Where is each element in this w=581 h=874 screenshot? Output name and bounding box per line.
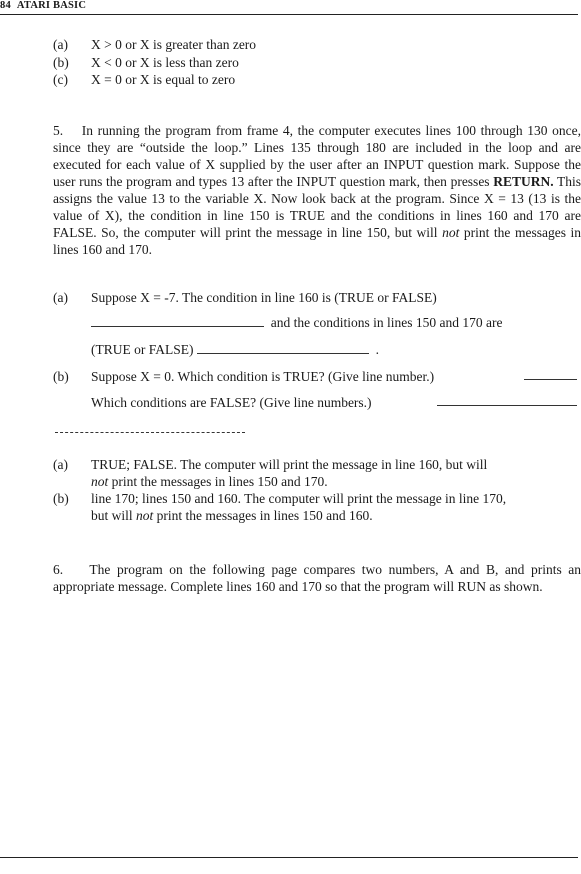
frame-5-text-1: In running the program from frame 4, the computer executes lines 100 through 130 once, since they are “outside the loop.” Lines 135 through 180 are included in the loop and are executed for each value of X supplied by the user after an INPUT question mark. Suppose the user runs the program and types 13 after the INPUT question mark, then presses <box>53 123 581 189</box>
answer-label: (b) <box>53 491 69 506</box>
answer-text: line 170; lines 150 and 160. The computer will print the message in line 170, <box>91 491 507 506</box>
answer-blank[interactable] <box>524 379 577 380</box>
condition-label: (a) <box>53 37 68 52</box>
answer-separator <box>55 432 245 433</box>
question-text: and the conditions in lines 150 and 170 are <box>270 315 503 330</box>
question-a-line-3 <box>91 341 379 358</box>
running-head <box>0 0 578 15</box>
condition-item-a <box>53 36 256 53</box>
page-number: 84 <box>0 0 11 11</box>
emphasis-not: not <box>136 508 154 523</box>
condition-item-c <box>53 71 235 88</box>
frame-5-paragraph <box>53 122 581 258</box>
condition-label: (c) <box>53 72 68 87</box>
answer-b <box>53 490 579 524</box>
question-label: (a) <box>53 290 68 305</box>
frame-6-text: The program on the following page compares two numbers, A and B, and prints an appropriate message. Complete lines 160 and 170 so that the program will RUN as shown. <box>53 562 581 594</box>
answer-text: print the messages in lines 150 and 160. <box>153 508 373 523</box>
answer-blank[interactable] <box>437 405 577 406</box>
question-text: (TRUE or FALSE) <box>91 342 194 357</box>
question-label: (b) <box>53 369 69 384</box>
frame-6-paragraph <box>53 561 581 595</box>
bottom-rule <box>0 857 578 858</box>
answer-text: print the messages in lines 150 and 170. <box>108 474 328 489</box>
running-title: ATARI BASIC <box>16 0 87 11</box>
emphasis-not: not <box>91 474 109 489</box>
answer-blank[interactable] <box>91 314 264 327</box>
condition-text: X > 0 or X is greater than zero <box>91 37 257 52</box>
condition-text: X < 0 or X is less than zero <box>91 55 239 70</box>
question-a-line-1 <box>53 289 437 306</box>
answer-label: (a) <box>53 457 68 472</box>
condition-item-b <box>53 54 239 71</box>
frame-number: 6. <box>53 562 64 577</box>
answer-blank[interactable] <box>197 341 369 354</box>
question-b-line-1 <box>53 368 434 385</box>
emphasis-not: not <box>442 225 460 240</box>
question-end-punct: . <box>375 342 379 357</box>
question-text: Suppose X = -7. The condition in line 160 is (TRUE or FALSE) <box>91 290 437 305</box>
answer-text: TRUE; FALSE. The computer will print the message in line 160, but will <box>91 457 488 472</box>
question-text: Suppose X = 0. Which condition is TRUE? (Give line number.) <box>91 369 435 384</box>
answer-text: but will <box>91 508 137 523</box>
return-key-text: RETURN. <box>493 174 554 189</box>
answer-a <box>53 456 579 490</box>
frame-5-text-3: print the messages in lines 160 and 170. <box>53 225 581 257</box>
condition-label: (b) <box>53 55 69 70</box>
question-text: Which conditions are FALSE? (Give line numbers.) <box>91 395 372 410</box>
frame-5-text-2: This assigns the value 13 to the variable X. Now look back at the program. Since X = 13 (13 is the value of X), the condition in line 150 is TRUE and the conditions in lines 160 and 170 are FALSE. So, the computer will print the message in line 150, but will <box>53 174 581 240</box>
frame-number: 5. <box>53 123 64 138</box>
condition-text: X = 0 or X is equal to zero <box>91 72 236 87</box>
question-a-line-2 <box>91 314 502 331</box>
question-b-line-2 <box>91 394 372 411</box>
